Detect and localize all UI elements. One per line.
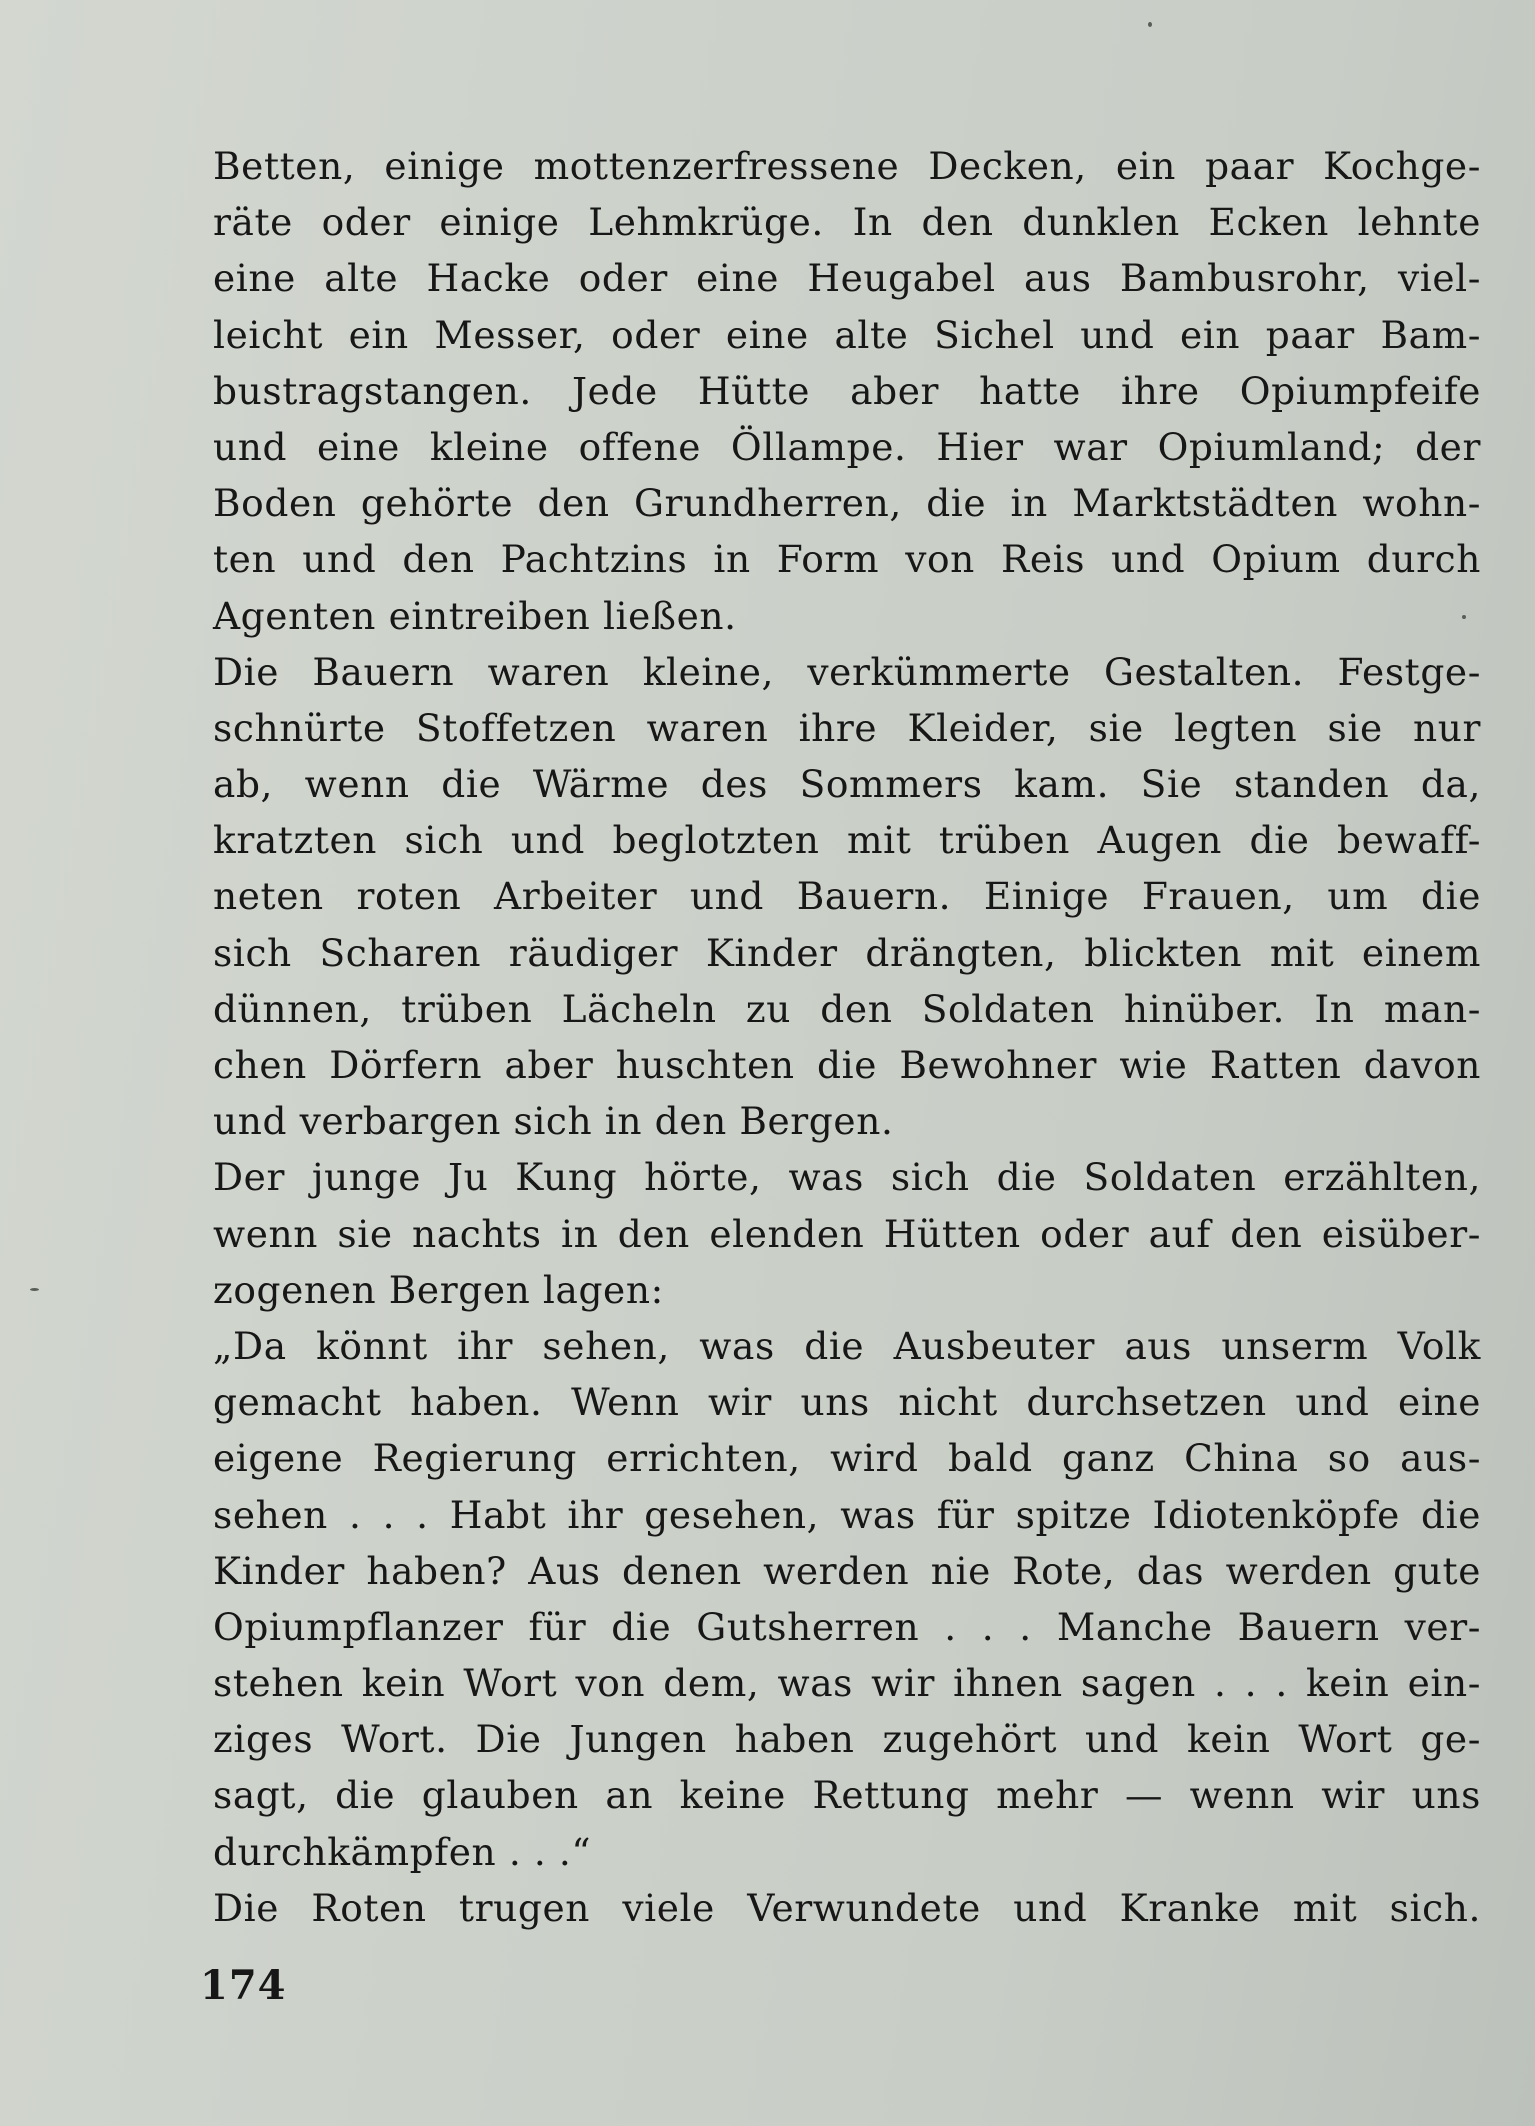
text-line: und eine kleine offene Öllampe. Hier war Opiumland; der [213,424,1481,469]
text-line: kratzten sich und beglotzten mit trüben Augen die bewaff- [213,818,1481,863]
text-line: ziges Wort. Die Jungen haben zugehört und kein Wort ge- [213,1717,1481,1762]
text-line: wenn sie nachts in den elenden Hütten oder auf den eisüber- [213,1211,1481,1256]
text-line: Boden gehörte den Grundherren, die in Marktstädten wohn- [213,481,1481,526]
text-line: Die Roten trugen viele Verwundete und Kranke mit sich. [213,1885,1481,1930]
text-line: Betten, einige mottenzerfressene Decken, ein paar Kochge- [213,144,1481,188]
text-line: chen Dörfern aber huschten die Bewohner wie Ratten davon [213,1043,1481,1087]
paper-speck [1462,615,1466,619]
text-line: ab, wenn die Wärme des Sommers kam. Sie standen da, [213,762,1481,807]
text-line: eigene Regierung errichten, wird bald ganz China so aus- [213,1436,1481,1481]
body-text [213,138,1481,1936]
text-line: bustragstangen. Jede Hütte aber hatte ihre Opiumpfeife [213,368,1481,413]
text-line: neten roten Arbeiter und Bauern. Einige Frauen, um die [213,874,1481,919]
text-line: „Da könnt ihr sehen, was die Ausbeuter aus unserm Volk [213,1323,1481,1368]
text-line: eine alte Hacke oder eine Heugabel aus Bambusrohr, viel- [213,256,1481,301]
text-line: schnürte Stoffetzen waren ihre Kleider, sie legten sie nur [213,705,1481,750]
text-line: dünnen, trüben Lächeln zu den Soldaten hinüber. In man- [213,986,1481,1031]
page-number: 174 [200,1962,287,2009]
text-line: und verbargen sich in den Bergen. [213,1099,894,1144]
text-line: Die Bauern waren kleine, verkümmerte Gestalten. Festge- [213,649,1481,694]
text-line: stehen kein Wort von dem, was wir ihnen sagen . . . kein ein- [213,1661,1481,1706]
text-line: zogenen Bergen lagen: [213,1267,664,1312]
text-line: Agenten eintreiben ließen. [213,593,737,638]
text-line: ten und den Pachtzins in Form von Reis und Opium durch [213,537,1481,582]
text-line: gemacht haben. Wenn wir uns nicht durchsetzen und eine [213,1380,1481,1425]
text-line: sich Scharen räudiger Kinder drängten, blickten mit einem [213,930,1481,975]
text-line: sehen . . . Habt ihr gesehen, was für spitze Idiotenköpfe die [213,1492,1481,1537]
text-line: leicht ein Messer, oder eine alte Sichel und ein paar Bam- [213,312,1481,357]
paper-speck [1148,22,1152,27]
paper-speck [30,1288,39,1291]
text-line: Kinder haben? Aus denen werden nie Rote, das werden gute [213,1548,1481,1593]
text-line: durchkämpfen . . .“ [213,1829,592,1874]
text-line: Der junge Ju Kung hörte, was sich die Soldaten erzählten, [213,1155,1481,1200]
text-line: sagt, die glauben an keine Rettung mehr — wenn wir uns [213,1773,1481,1818]
text-line: Opiumpflanzer für die Gutsherren . . . Manche Bauern ver- [213,1604,1481,1649]
text-line: räte oder einige Lehmkrüge. In den dunklen Ecken lehnte [213,200,1481,245]
